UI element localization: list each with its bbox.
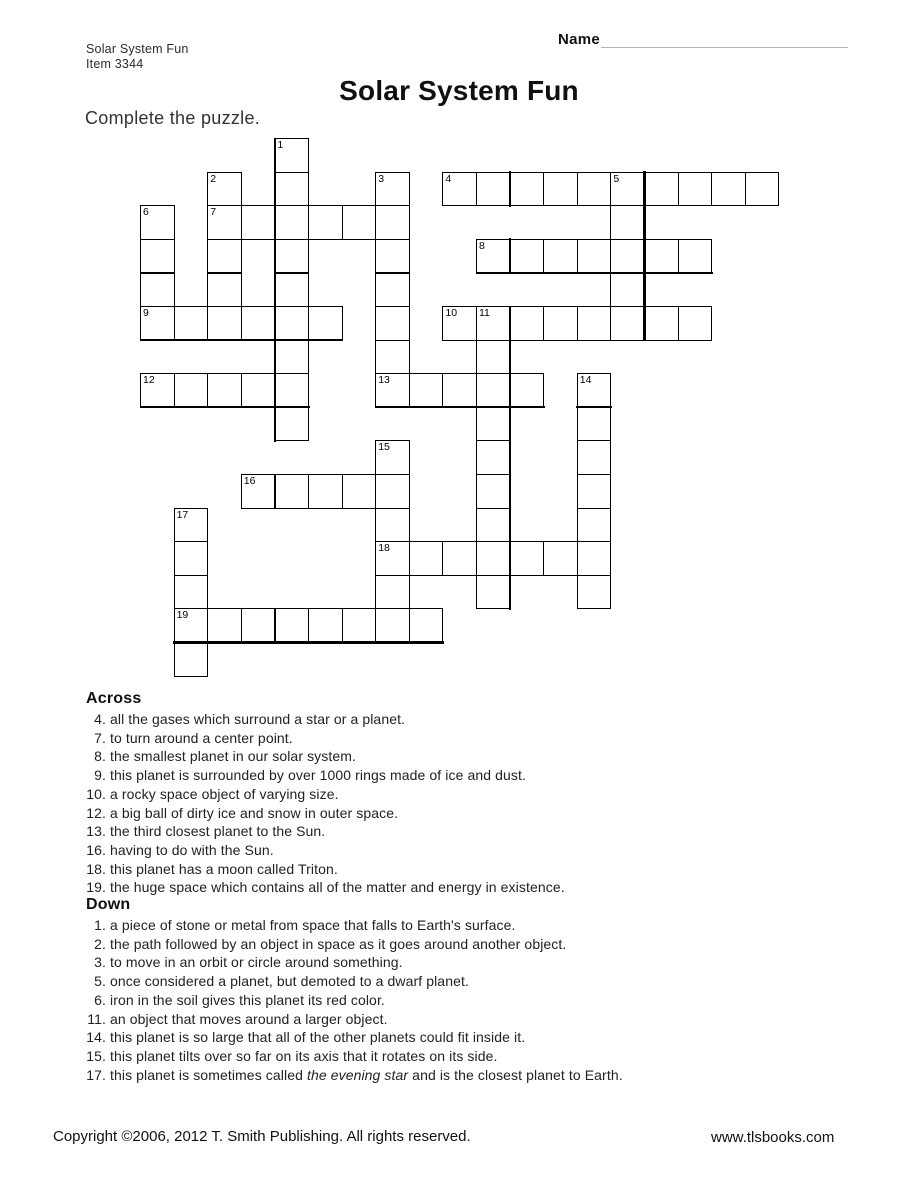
name-label: Name	[558, 31, 601, 48]
grid-thick-line	[375, 272, 411, 274]
across-clue-18	[80, 860, 840, 879]
clue-text: to turn around a center point.	[110, 729, 293, 746]
grid-number-4: 4	[445, 172, 452, 185]
crossword-cell-r2c2[interactable]	[207, 205, 242, 240]
clue-text: this planet tilts over so far on its axis that it rotates on its side.	[110, 1047, 498, 1064]
grid-number-8: 8	[479, 239, 485, 252]
crossword-cell-r2c0[interactable]	[140, 205, 175, 240]
down-clue-11	[80, 1010, 840, 1029]
grid-thick-line	[140, 272, 176, 274]
crossword-cell-r4c0[interactable]	[140, 272, 175, 307]
clue-number: 15.	[86, 1047, 106, 1064]
crossword-cell-r10c5[interactable]	[308, 474, 343, 509]
crossword-cell-r2c4[interactable]	[274, 205, 309, 240]
crossword-cell-r3c0[interactable]	[140, 239, 175, 274]
crossword-cell-r7c10[interactable]	[476, 373, 511, 408]
grid-thick-line	[509, 238, 511, 274]
crossword-cell-r4c7[interactable]	[375, 272, 410, 307]
crossword-cell-r1c16[interactable]	[678, 172, 713, 207]
crossword-cell-r10c13[interactable]	[577, 474, 612, 509]
grid-number-6: 6	[143, 206, 149, 219]
grid-thick-line	[274, 138, 276, 442]
clue-number: 7.	[94, 729, 106, 746]
crossword-cell-r12c8[interactable]	[409, 541, 444, 576]
worksheet-meta	[86, 42, 189, 72]
crossword-cell-r11c1[interactable]	[174, 508, 209, 543]
grid-number-5: 5	[613, 172, 620, 185]
grid-number-14: 14	[579, 374, 592, 387]
crossword-cell-r7c4[interactable]	[274, 373, 309, 408]
across-clue-7	[80, 729, 840, 748]
grid-thick-line	[274, 608, 276, 644]
crossword-cell-r1c9[interactable]	[442, 172, 477, 207]
crossword-cell-r7c2[interactable]	[207, 373, 242, 408]
crossword-cell-r1c18[interactable]	[745, 172, 780, 207]
crossword-cell-r3c7[interactable]	[375, 239, 410, 274]
grid-thick-line	[140, 406, 310, 408]
clue-number: 19.	[86, 879, 106, 896]
down-clue-3	[80, 953, 840, 972]
clue-number: 16.	[86, 841, 106, 858]
crossword-cell-r3c16[interactable]	[678, 239, 713, 274]
instructions-text: Complete the puzzle.	[85, 108, 261, 128]
clue-text: this planet is sometimes called the evening star and is the closest planet to Earth.	[110, 1066, 623, 1083]
crossword-cell-r3c14[interactable]	[610, 239, 645, 274]
grid-number-7: 7	[210, 206, 217, 219]
crossword-cell-r11c13[interactable]	[577, 508, 612, 543]
crossword-cell-r3c4[interactable]	[274, 239, 309, 274]
crossword-cell-r10c10[interactable]	[476, 474, 511, 509]
clue-text: this planet is surrounded by over 1000 rings made of ice and dust.	[110, 767, 526, 784]
crossword-cell-r1c10[interactable]	[476, 172, 511, 207]
across-clue-10	[80, 785, 840, 804]
crossword-cell-r11c7[interactable]	[375, 508, 410, 543]
crossword-cell-r14c2[interactable]	[207, 608, 242, 643]
crossword-cell-r5c11[interactable]	[510, 306, 545, 341]
crossword-cell-r14c8[interactable]	[409, 608, 444, 643]
crossword-cell-r7c13[interactable]	[577, 373, 612, 408]
grid-thick-line	[274, 272, 310, 274]
crossword-cell-r7c0[interactable]	[140, 373, 175, 408]
crossword-cell-r5c16[interactable]	[678, 306, 713, 341]
clue-number: 13.	[86, 823, 106, 840]
clue-text: the path followed by an object in space as it goes around another object.	[110, 935, 567, 952]
down-clue-17	[80, 1066, 840, 1085]
crossword-cell-r14c7[interactable]	[375, 608, 410, 643]
clue-number: 18.	[86, 860, 106, 877]
crossword-cell-r2c5[interactable]	[308, 205, 343, 240]
across-section-header: Across	[86, 690, 142, 707]
crossword-cell-r5c1[interactable]	[174, 306, 209, 341]
crossword-cell-r13c7[interactable]	[375, 575, 410, 610]
crossword-cell-r8c4[interactable]	[274, 407, 309, 442]
crossword-cell-r5c10[interactable]	[476, 306, 511, 341]
crossword-cell-r12c11[interactable]	[510, 541, 545, 576]
crossword-cell-r2c14[interactable]	[610, 205, 645, 240]
crossword-cell-r12c10[interactable]	[476, 541, 511, 576]
clue-number: 5.	[94, 973, 106, 990]
crossword-cell-r12c7[interactable]	[375, 541, 410, 576]
clue-number: 6.	[94, 991, 106, 1008]
crossword-cell-r5c4[interactable]	[274, 306, 309, 341]
grid-number-3: 3	[378, 172, 385, 185]
across-clue-9	[80, 766, 840, 785]
clue-text: a piece of stone or metal from space that falls to Earth's surface.	[110, 917, 516, 933]
clue-text: the huge space which contains all of the matter and energy in existence.	[110, 879, 565, 896]
crossword-cell-r4c2[interactable]	[207, 272, 242, 307]
crossword-cell-r3c2[interactable]	[207, 239, 242, 274]
clue-number: 14.	[86, 1029, 106, 1046]
down-clue-1	[80, 916, 840, 935]
grid-number-9: 9	[143, 307, 149, 319]
down-clue-14	[80, 1028, 840, 1047]
crossword-cell-r14c3[interactable]	[241, 608, 276, 643]
crossword-cell-r3c12[interactable]	[543, 239, 578, 274]
crossword-cell-r3c11[interactable]	[510, 239, 545, 274]
crossword-cell-r7c8[interactable]	[409, 373, 444, 408]
crossword-cell-r14c6[interactable]	[342, 608, 377, 643]
clue-text: the smallest planet in our solar system.	[110, 748, 356, 765]
grid-thick-line	[140, 339, 344, 341]
grid-number-15: 15	[378, 441, 390, 454]
crossword-cell-r12c13[interactable]	[577, 541, 612, 576]
clue-text: to move in an orbit or circle around something.	[110, 954, 403, 971]
grid-thick-line	[576, 406, 612, 408]
clue-number: 9.	[94, 767, 106, 784]
crossword-grid	[140, 138, 781, 678]
copyright-text: Copyright ©2006, 2012 T. Smith Publishing. All rights reserved.	[53, 1128, 471, 1145]
down-clue-6	[80, 991, 840, 1010]
grid-number-13: 13	[378, 374, 390, 387]
crossword-cell-r7c9[interactable]	[442, 373, 477, 408]
crossword-cell-r9c13[interactable]	[577, 440, 612, 475]
crossword-cell-r7c1[interactable]	[174, 373, 209, 408]
grid-number-12: 12	[143, 374, 155, 387]
crossword-cell-r14c5[interactable]	[308, 608, 343, 643]
crossword-cell-r5c0[interactable]	[140, 306, 175, 341]
crossword-cell-r1c2[interactable]	[207, 172, 242, 207]
crossword-cell-r13c10[interactable]	[476, 575, 511, 610]
worksheet-item-number: Item 3344	[86, 57, 144, 71]
across-clue-12	[80, 804, 840, 823]
clue-number: 10.	[86, 785, 106, 802]
down-clue-5	[80, 972, 840, 991]
grid-number-2: 2	[210, 172, 217, 185]
crossword-cell-r1c14[interactable]	[610, 172, 645, 207]
crossword-cell-r1c7[interactable]	[375, 172, 410, 207]
crossword-cell-r3c13[interactable]	[577, 239, 612, 274]
down-clue-15	[80, 1047, 840, 1066]
crossword-cell-r1c15[interactable]	[644, 172, 679, 207]
crossword-cell-r10c4[interactable]	[274, 474, 309, 509]
crossword-cell-r5c2[interactable]	[207, 306, 242, 341]
across-clue-4	[80, 710, 840, 729]
crossword-cell-r4c4[interactable]	[274, 272, 309, 307]
crossword-cell-r10c3[interactable]	[241, 474, 276, 509]
crossword-cell-r12c12[interactable]	[543, 541, 578, 576]
crossword-cell-r6c10[interactable]	[476, 340, 511, 375]
crossword-cell-r5c9[interactable]	[442, 306, 477, 341]
crossword-cell-r1c11[interactable]	[510, 172, 545, 207]
grid-number-17: 17	[176, 508, 189, 521]
clue-text: the third closest planet to the Sun.	[110, 823, 326, 840]
name-input-line[interactable]	[601, 47, 848, 48]
crossword-cell-r14c4[interactable]	[274, 608, 309, 643]
across-clue-8	[80, 747, 840, 766]
crossword-cell-r3c10[interactable]	[476, 239, 511, 274]
clue-number: 8.	[94, 748, 106, 765]
crossword-cell-r5c5[interactable]	[308, 306, 343, 341]
clue-text: a big ball of dirty ice and snow in outer space.	[110, 804, 399, 821]
down-clue-list	[80, 916, 840, 1084]
grid-thick-line	[509, 171, 511, 207]
clue-number: 1.	[94, 917, 106, 933]
across-clue-16	[80, 841, 840, 860]
clue-text: once considered a planet, but demoted to a dwarf planet.	[110, 973, 469, 990]
clue-text: this planet has a moon called Triton.	[110, 860, 338, 877]
clue-number: 17.	[86, 1066, 106, 1083]
crossword-cell-r1c17[interactable]	[711, 172, 746, 207]
crossword-cell-r9c10[interactable]	[476, 440, 511, 475]
clue-text: having to do with the Sun.	[110, 841, 274, 858]
grid-number-19: 19	[176, 609, 189, 622]
clue-number: 12.	[86, 804, 106, 821]
crossword-cell-r5c15[interactable]	[644, 306, 679, 341]
crossword-cell-r5c12[interactable]	[543, 306, 578, 341]
crossword-cell-r2c7[interactable]	[375, 205, 410, 240]
worksheet-meta-title: Solar System Fun	[86, 42, 189, 56]
grid-number-18: 18	[378, 542, 390, 555]
grid-thick-line	[509, 306, 511, 610]
website-text: www.tlsbooks.com	[711, 1129, 835, 1146]
crossword-cell-r5c3[interactable]	[241, 306, 276, 341]
crossword-cell-r15c1[interactable]	[174, 642, 209, 677]
crossword-cell-r5c14[interactable]	[610, 306, 645, 341]
clue-text: iron in the soil gives this planet its red color.	[110, 991, 385, 1008]
crossword-cell-r6c4[interactable]	[274, 340, 309, 375]
crossword-cell-r8c10[interactable]	[476, 407, 511, 442]
crossword-cell-r2c3[interactable]	[241, 205, 276, 240]
crossword-cell-r3c15[interactable]	[644, 239, 679, 274]
crossword-cell-r13c13[interactable]	[577, 575, 612, 610]
crossword-cell-r10c6[interactable]	[342, 474, 377, 509]
across-clue-13	[80, 822, 840, 841]
crossword-cell-r1c4[interactable]	[274, 172, 309, 207]
crossword-cell-r5c13[interactable]	[577, 306, 612, 341]
grid-thick-line	[274, 474, 276, 510]
crossword-cell-r7c7[interactable]	[375, 373, 410, 408]
crossword-cell-r11c10[interactable]	[476, 508, 511, 543]
crossword-cell-r5c7[interactable]	[375, 306, 410, 341]
crossword-cell-r10c7[interactable]	[375, 474, 410, 509]
grid-number-16: 16	[243, 475, 256, 487]
clue-number: 3.	[94, 954, 106, 971]
clue-number: 4.	[94, 711, 106, 727]
grid-number-1: 1	[277, 139, 284, 151]
clue-text: all the gases which surround a star or a planet.	[110, 711, 406, 727]
grid-thick-line	[375, 406, 545, 408]
grid-thick-line	[643, 171, 645, 341]
crossword-cell-r6c7[interactable]	[375, 340, 410, 375]
crossword-cell-r9c7[interactable]	[375, 440, 410, 475]
crossword-cell-r7c3[interactable]	[241, 373, 276, 408]
crossword-cell-r1c13[interactable]	[577, 172, 612, 207]
crossword-cell-r14c1[interactable]	[174, 608, 209, 643]
across-clue-list	[80, 710, 840, 897]
clue-text: this planet is so large that all of the other planets could fit inside it.	[110, 1029, 526, 1046]
crossword-cell-r2c6[interactable]	[342, 205, 377, 240]
down-clue-2	[80, 935, 840, 954]
grid-number-11: 11	[479, 307, 490, 319]
crossword-cell-r4c14[interactable]	[610, 272, 645, 307]
crossword-cell-r12c1[interactable]	[174, 541, 209, 576]
across-clue-19	[80, 878, 840, 897]
clue-text: an object that moves around a larger object.	[110, 1010, 388, 1027]
grid-number-10: 10	[445, 307, 458, 319]
crossword-cell-r12c9[interactable]	[442, 541, 477, 576]
clue-text: a rocky space object of varying size.	[110, 785, 339, 802]
crossword-cell-r7c11[interactable]	[510, 373, 545, 408]
crossword-cell-r13c1[interactable]	[174, 575, 209, 610]
page-title: Solar System Fun	[339, 75, 579, 106]
crossword-cell-r0c4[interactable]	[274, 138, 309, 173]
crossword-cell-r8c13[interactable]	[577, 407, 612, 442]
grid-thick-line	[207, 272, 243, 274]
clue-number: 11.	[87, 1010, 106, 1027]
grid-thick-line	[173, 641, 444, 643]
down-section-header: Down	[86, 896, 131, 913]
clue-number: 2.	[94, 935, 106, 952]
crossword-cell-r1c12[interactable]	[543, 172, 578, 207]
